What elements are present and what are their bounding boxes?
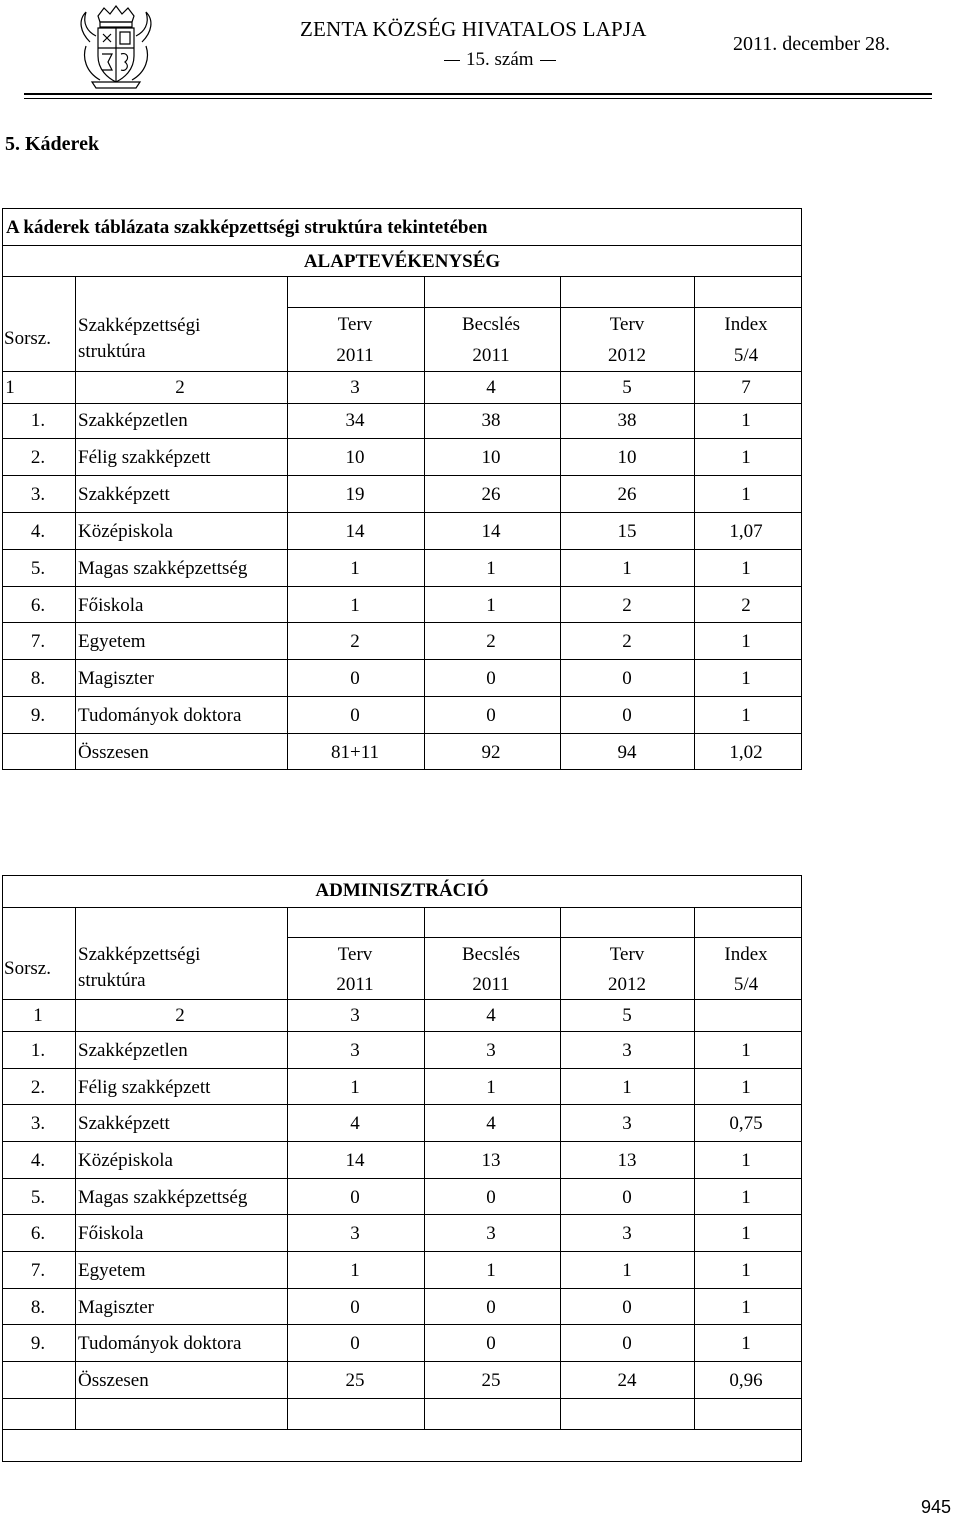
cell-value: 38 xyxy=(481,410,501,431)
column-number-label: 4 xyxy=(486,377,496,398)
row-number: 5. xyxy=(30,558,46,579)
col-line xyxy=(287,907,288,1429)
cell-value: 2 xyxy=(350,631,360,652)
row-number: 8. xyxy=(30,668,46,689)
col-header-5: Terv xyxy=(609,944,645,965)
row-line xyxy=(2,1398,802,1399)
col-line xyxy=(75,907,76,1429)
col-line xyxy=(560,907,561,1429)
cell-value: 14 xyxy=(345,521,365,542)
row-number: 8. xyxy=(30,1297,46,1318)
row-line xyxy=(287,307,802,308)
cell-value: 1 xyxy=(622,1260,632,1281)
row-label: Egyetem xyxy=(78,1260,146,1281)
col-header-3: Terv xyxy=(337,944,373,965)
row-label: Szakképzetlen xyxy=(78,410,188,431)
col-header-structure-line1: Szakképzettségi xyxy=(78,944,201,965)
cell-value: 1 xyxy=(486,1077,496,1098)
row-number: 3. xyxy=(30,484,46,505)
cell-value: 0,96 xyxy=(729,1370,763,1391)
cell-value: 1 xyxy=(741,1223,751,1244)
column-number-label: 4 xyxy=(486,1005,496,1026)
cell-value: 0 xyxy=(622,1187,632,1208)
column-number-label: 7 xyxy=(741,377,751,398)
column-number-label: 5 xyxy=(622,377,632,398)
col-header-structure-line2: struktúra xyxy=(78,341,146,362)
cell-value: 0 xyxy=(622,1333,632,1354)
cell-value: 0 xyxy=(486,1333,496,1354)
cell-value: 1,07 xyxy=(729,521,763,542)
cell-value: 1 xyxy=(350,1077,360,1098)
row-line xyxy=(2,549,802,550)
row-number: 9. xyxy=(30,705,46,726)
table-group-title: ADMINISZTRÁCIÓ xyxy=(315,880,489,901)
row-number: 2. xyxy=(30,1077,46,1098)
row-line xyxy=(2,659,802,660)
cell-value: 1 xyxy=(741,410,751,431)
row-line xyxy=(2,371,802,372)
row-label: Főiskola xyxy=(78,595,144,616)
row-number: 6. xyxy=(30,1223,46,1244)
cell-value: 81+11 xyxy=(330,742,380,763)
cell-value: 4 xyxy=(486,1113,496,1134)
cell-value: 1 xyxy=(741,705,751,726)
cell-value: 3 xyxy=(622,1040,632,1061)
cell-value: 10 xyxy=(345,447,365,468)
cell-value: 38 xyxy=(617,410,637,431)
row-label: Félig szakképzett xyxy=(78,447,211,468)
cell-value: 13 xyxy=(617,1150,637,1171)
row-line xyxy=(2,512,802,513)
cell-value: 26 xyxy=(617,484,637,505)
row-label: Összesen xyxy=(78,742,149,763)
cell-value: 24 xyxy=(617,1370,637,1391)
cell-value: 1 xyxy=(741,1333,751,1354)
col-header-4: Becslés xyxy=(461,314,521,335)
col-subheader-5: 2012 xyxy=(608,974,646,995)
publication-date: 2011. december 28. xyxy=(733,33,890,55)
cell-value: 13 xyxy=(481,1150,501,1171)
col-line xyxy=(694,907,695,1429)
row-label: Szakképzetlen xyxy=(78,1040,188,1061)
cell-value: 1 xyxy=(741,1150,751,1171)
row-line xyxy=(2,1361,802,1362)
row-number: 9. xyxy=(30,1333,46,1354)
cell-value: 19 xyxy=(345,484,365,505)
row-label: Magas szakképzettség xyxy=(78,558,248,579)
row-line xyxy=(2,1214,802,1215)
col-line xyxy=(287,276,288,770)
cell-value: 1 xyxy=(350,1260,360,1281)
row-line xyxy=(2,1068,802,1069)
row-label: Félig szakképzett xyxy=(78,1077,211,1098)
col-header-6: Index xyxy=(724,944,768,965)
cell-value: 1 xyxy=(741,447,751,468)
cell-value: 0 xyxy=(486,668,496,689)
column-number-label: 5 xyxy=(622,1005,632,1026)
row-label: Összesen xyxy=(78,1370,149,1391)
cell-value: 4 xyxy=(350,1113,360,1134)
column-number-label: 1 xyxy=(33,1005,43,1026)
row-number: 7. xyxy=(30,631,46,652)
cell-value: 34 xyxy=(345,410,365,431)
cell-value: 1 xyxy=(741,1077,751,1098)
cell-value: 1 xyxy=(741,484,751,505)
row-label: Magiszter xyxy=(78,1297,154,1318)
col-header-3: Terv xyxy=(337,314,373,335)
col-line xyxy=(694,276,695,770)
column-number-label: 3 xyxy=(350,377,360,398)
cell-value: 1 xyxy=(486,595,496,616)
header-rule-thin xyxy=(24,98,932,99)
row-label: Egyetem xyxy=(78,631,146,652)
cell-value: 1 xyxy=(741,1040,751,1061)
col-subheader-4: 2011 xyxy=(472,974,510,995)
row-line xyxy=(2,1141,802,1142)
cell-value: 3 xyxy=(622,1113,632,1134)
col-subheader-6: 5/4 xyxy=(733,345,759,366)
cell-value: 2 xyxy=(486,631,496,652)
cell-value: 10 xyxy=(481,447,501,468)
cell-value: 1 xyxy=(741,1260,751,1281)
coat-of-arms-emblem xyxy=(72,2,160,90)
table-caption: A káderek táblázata szakképzettségi struktúra tekintetében xyxy=(6,217,488,238)
cell-value: 1 xyxy=(350,595,360,616)
row-line xyxy=(2,1104,802,1105)
row-line xyxy=(2,1178,802,1179)
row-label: Tudományok doktora xyxy=(78,1333,242,1354)
cell-value: 26 xyxy=(481,484,501,505)
col-subheader-4: 2011 xyxy=(472,345,510,366)
row-line xyxy=(2,586,802,587)
cell-value: 1 xyxy=(741,1187,751,1208)
row-number: 1. xyxy=(30,1040,46,1061)
cell-value: 25 xyxy=(345,1370,365,1391)
cell-value: 92 xyxy=(481,742,501,763)
col-header-4: Becslés xyxy=(461,944,521,965)
cell-value: 0 xyxy=(486,1187,496,1208)
cell-value: 3 xyxy=(622,1223,632,1244)
cell-value: 3 xyxy=(350,1223,360,1244)
cell-value: 1 xyxy=(741,668,751,689)
cell-value: 0 xyxy=(350,1333,360,1354)
row-label: Szakképzett xyxy=(78,484,170,505)
row-line xyxy=(2,403,802,404)
row-label: Magiszter xyxy=(78,668,154,689)
publication-title: ZENTA KÖZSÉG HIVATALOS LAPJA xyxy=(300,17,647,41)
row-label: Középiskola xyxy=(78,1150,173,1171)
row-line xyxy=(2,1251,802,1252)
dash-right xyxy=(540,60,556,61)
row-number: 1. xyxy=(30,410,46,431)
column-number-label: 2 xyxy=(175,377,185,398)
cell-value: 0 xyxy=(486,705,496,726)
col-subheader-3: 2011 xyxy=(336,974,374,995)
section-title: 5. Káderek xyxy=(5,133,100,155)
col-header-5: Terv xyxy=(609,314,645,335)
cell-value: 1,02 xyxy=(729,742,763,763)
col-line xyxy=(75,276,76,770)
cell-value: 14 xyxy=(481,521,501,542)
cell-value: 2 xyxy=(622,631,632,652)
row-number: 6. xyxy=(30,595,46,616)
cell-value: 1 xyxy=(741,558,751,579)
cell-value: 25 xyxy=(481,1370,501,1391)
cell-value: 1 xyxy=(741,631,751,652)
col-header-6: Index xyxy=(724,314,768,335)
col-line xyxy=(424,907,425,1429)
row-line xyxy=(2,1031,802,1032)
row-line xyxy=(2,733,802,734)
row-label: Középiskola xyxy=(78,521,173,542)
header-rule xyxy=(24,93,932,95)
col-line xyxy=(424,276,425,770)
row-number: 5. xyxy=(30,1187,46,1208)
cell-value: 0,75 xyxy=(729,1113,763,1134)
cell-value: 10 xyxy=(617,447,637,468)
cell-value: 14 xyxy=(345,1150,365,1171)
cell-value: 0 xyxy=(622,668,632,689)
col-subheader-5: 2012 xyxy=(608,345,646,366)
cell-value: 0 xyxy=(350,668,360,689)
row-line xyxy=(2,907,802,908)
row-number: 4. xyxy=(30,1150,46,1171)
cell-value: 0 xyxy=(486,1297,496,1318)
cell-value: 2 xyxy=(622,595,632,616)
row-line xyxy=(2,999,802,1000)
row-line xyxy=(2,622,802,623)
row-number: 2. xyxy=(30,447,46,468)
col-subheader-6: 5/4 xyxy=(733,974,759,995)
column-number-label: 1 xyxy=(5,377,15,398)
cell-value: 0 xyxy=(622,705,632,726)
cell-value: 1 xyxy=(350,558,360,579)
cell-value: 3 xyxy=(486,1040,496,1061)
cell-value: 2 xyxy=(741,595,751,616)
col-header-structure-line1: Szakképzettségi xyxy=(78,315,201,336)
page-number: 945 xyxy=(921,1497,952,1517)
row-line xyxy=(2,245,802,246)
row-line xyxy=(2,696,802,697)
row-line xyxy=(2,1288,802,1289)
row-number: 4. xyxy=(30,521,46,542)
cell-value: 15 xyxy=(617,521,637,542)
cell-value: 3 xyxy=(350,1040,360,1061)
row-label: Magas szakképzettség xyxy=(78,1187,248,1208)
row-number: 7. xyxy=(30,1260,46,1281)
cell-value: 94 xyxy=(617,742,637,763)
cell-value: 1 xyxy=(622,558,632,579)
row-label: Tudományok doktora xyxy=(78,705,242,726)
cell-value: 1 xyxy=(486,1260,496,1281)
col-header-structure-line2: struktúra xyxy=(78,970,146,991)
cell-value: 1 xyxy=(622,1077,632,1098)
cell-value: 0 xyxy=(350,1187,360,1208)
table-group-title: ALAPTEVÉKENYSÉG xyxy=(303,251,501,272)
row-label: Szakképzett xyxy=(78,1113,170,1134)
row-line xyxy=(2,1429,802,1430)
row-line xyxy=(2,276,802,277)
cell-value: 3 xyxy=(486,1223,496,1244)
row-line xyxy=(2,475,802,476)
col-subheader-3: 2011 xyxy=(336,345,374,366)
col-header-sorsz: Sorsz. xyxy=(4,958,51,979)
dash-left xyxy=(444,60,460,61)
row-line xyxy=(2,1324,802,1325)
row-number: 3. xyxy=(30,1113,46,1134)
cell-value: 0 xyxy=(350,1297,360,1318)
col-header-sorsz: Sorsz. xyxy=(4,328,51,349)
cell-value: 0 xyxy=(622,1297,632,1318)
column-number-label: 2 xyxy=(175,1005,185,1026)
row-line xyxy=(2,438,802,439)
issue-label: 15. szám xyxy=(466,49,534,70)
issue-number xyxy=(438,49,562,71)
cell-value: 1 xyxy=(741,1297,751,1318)
cell-value: 0 xyxy=(350,705,360,726)
column-number-label: 3 xyxy=(350,1005,360,1026)
row-line xyxy=(287,937,802,938)
cell-value: 1 xyxy=(486,558,496,579)
col-line xyxy=(560,276,561,770)
row-label: Főiskola xyxy=(78,1223,144,1244)
